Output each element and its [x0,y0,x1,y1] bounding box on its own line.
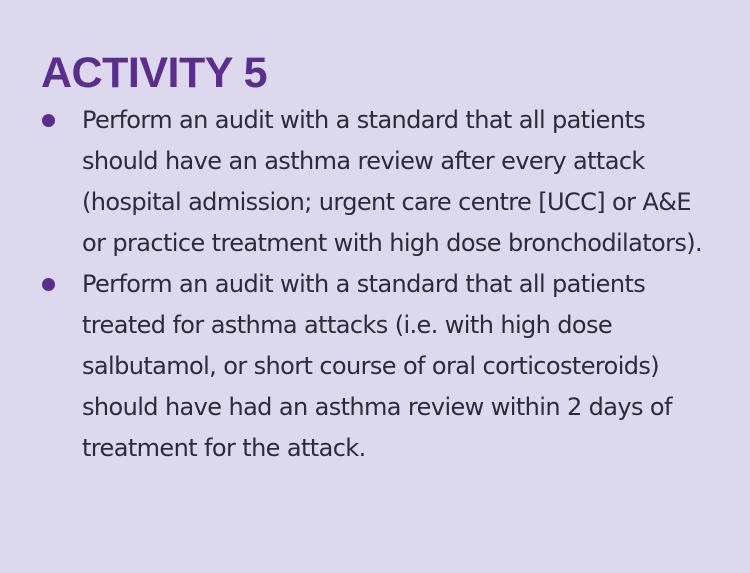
list-item [41,264,710,469]
activity-list [41,100,710,469]
bullet-icon [42,114,55,127]
bullet-icon [42,278,55,291]
list-item [41,100,710,264]
activity-title: ACTIVITY 5 [41,49,267,97]
list-item-text: Perform an audit with a standard that all patients should have an asthma review after every attack (hospital admission; urgent care centre [UCC] or A&E or practice treatment with high dose bronchodilators). [82,106,703,257]
list-item-text: Perform an audit with a standard that all patients treated for asthma attacks (i.e. with high dose salbutamol, or short course of oral corticosteroids) should have had an asthma review within 2 days of treatment for the attack. [82,270,672,462]
